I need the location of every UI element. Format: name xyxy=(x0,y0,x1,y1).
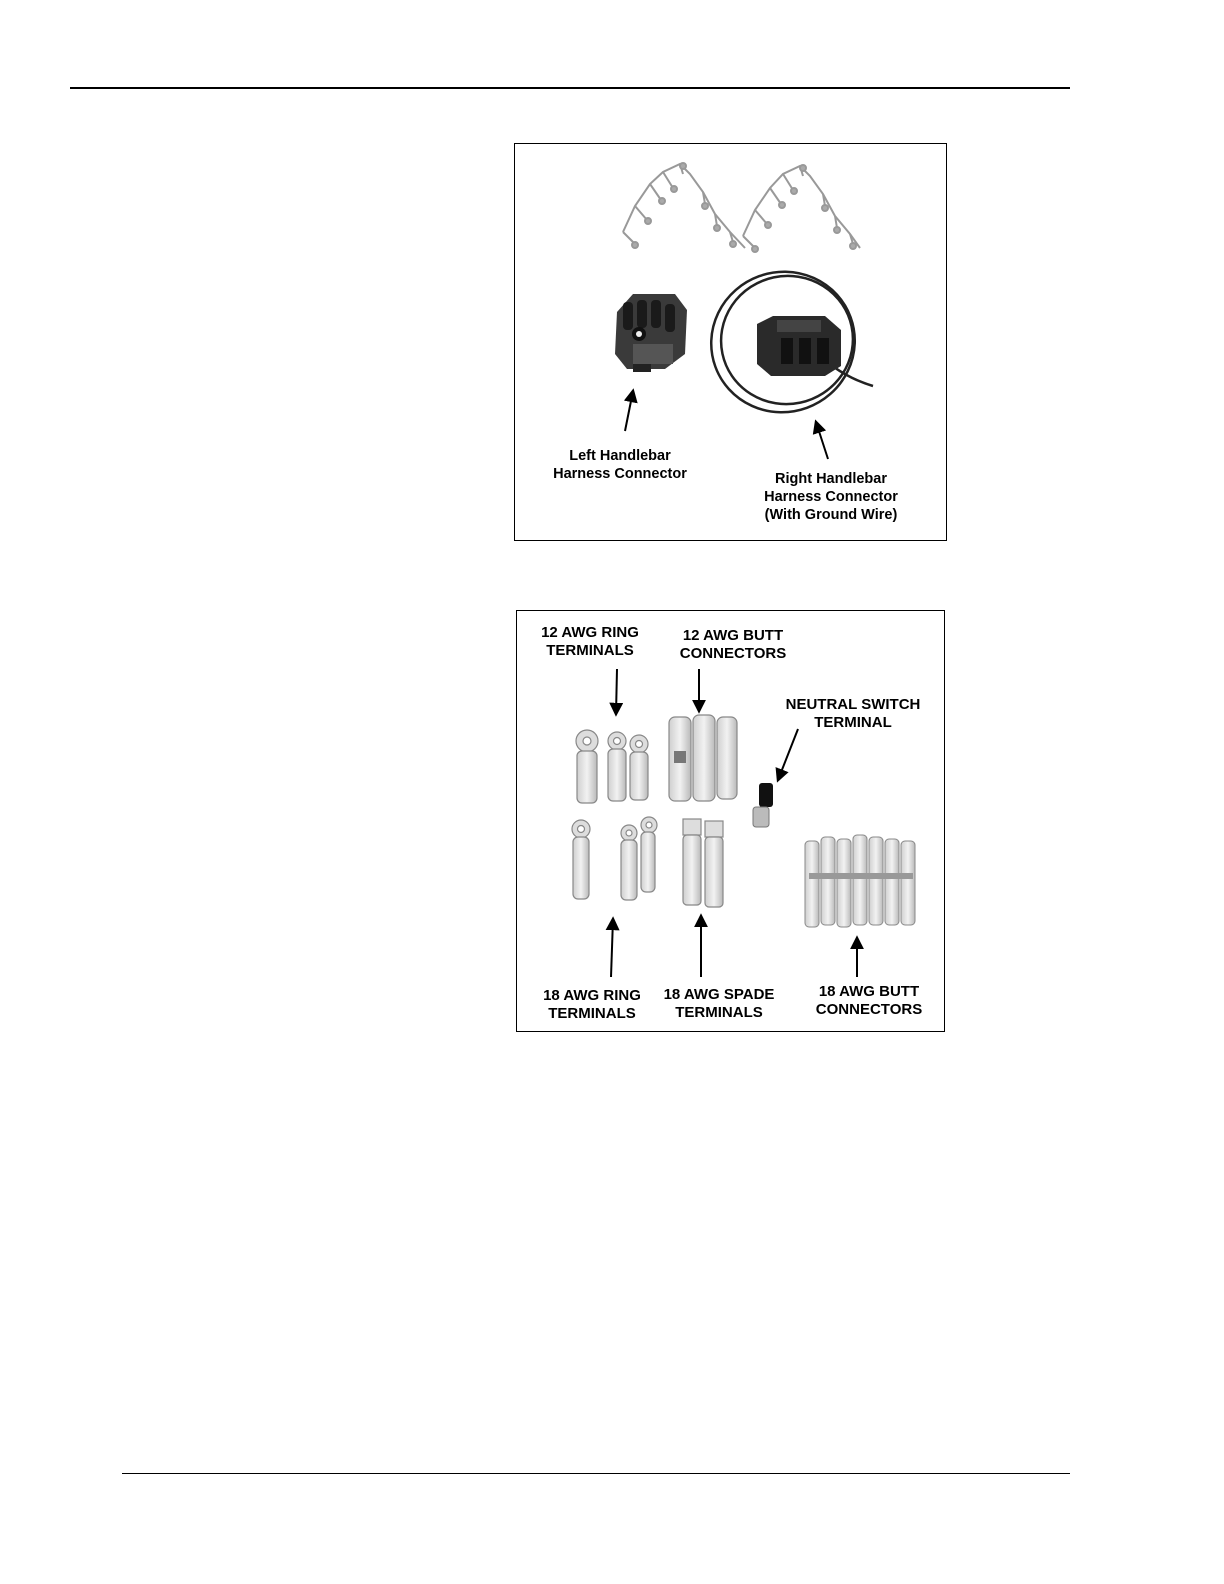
ring12-label-line2: TERMINALS xyxy=(546,642,634,659)
terminals-photo xyxy=(517,611,946,1033)
butt-connectors-18awg xyxy=(805,835,915,927)
left-connector-label-line1: Left Handlebar xyxy=(569,448,671,464)
terminal-strip-left xyxy=(623,163,745,248)
ring-terminals-18awg xyxy=(572,817,657,900)
butt18-label-line2: CONNECTORS xyxy=(815,1001,923,1018)
left-connector-arrow xyxy=(625,391,633,431)
butt12-label-line1: 12 AWG BUTT xyxy=(682,627,784,644)
left-connector-block xyxy=(615,294,687,372)
ring18-label xyxy=(527,987,657,1023)
ring18-label-line2: TERMINALS xyxy=(548,1005,636,1022)
right-connector-label-line1: Right Handlebar xyxy=(775,471,887,487)
terminal-strip-right xyxy=(743,165,860,252)
right-connector-label-line3: (With Ground Wire) xyxy=(764,507,898,523)
ring-terminals-12awg xyxy=(576,730,648,803)
figure-terminals-connectors xyxy=(516,610,945,1032)
butt12-label-line2: CONNECTORS xyxy=(679,645,787,662)
left-connector-label-line2: Harness Connector xyxy=(553,466,687,482)
right-connector-block xyxy=(757,316,841,376)
butt18-label-line1: 18 AWG BUTT xyxy=(818,983,920,1000)
spade18-label-line2: TERMINALS xyxy=(675,1004,763,1021)
neutral-label xyxy=(773,696,933,732)
footer-rule xyxy=(122,1473,1070,1474)
spade-terminals-18awg xyxy=(683,819,723,907)
neutral-label-line1: NEUTRAL SWITCH xyxy=(785,696,921,713)
neutral-label-line2: TERMINAL xyxy=(814,714,892,731)
butt-connectors-12awg xyxy=(669,715,737,801)
butt18-label xyxy=(803,983,935,1019)
header-rule xyxy=(70,87,1070,89)
ring12-arrow xyxy=(616,669,617,714)
ring12-label-line1: 12 AWG RING xyxy=(541,624,639,641)
spade18-label xyxy=(653,986,785,1022)
neutral-switch-terminal xyxy=(753,783,773,827)
butt12-label xyxy=(667,627,799,663)
right-connector-label xyxy=(751,470,911,524)
ring18-label-line1: 18 AWG RING xyxy=(543,987,641,1004)
ring12-label xyxy=(525,624,655,660)
right-connector-label-line2: Harness Connector xyxy=(764,489,898,505)
right-connector-arrow xyxy=(816,422,828,459)
ring18-arrow xyxy=(611,919,613,977)
neutral-arrow xyxy=(778,729,798,780)
left-connector-label xyxy=(545,447,695,483)
spade18-label-line1: 18 AWG SPADE xyxy=(663,986,775,1003)
figure-handlebar-connectors xyxy=(514,143,947,541)
